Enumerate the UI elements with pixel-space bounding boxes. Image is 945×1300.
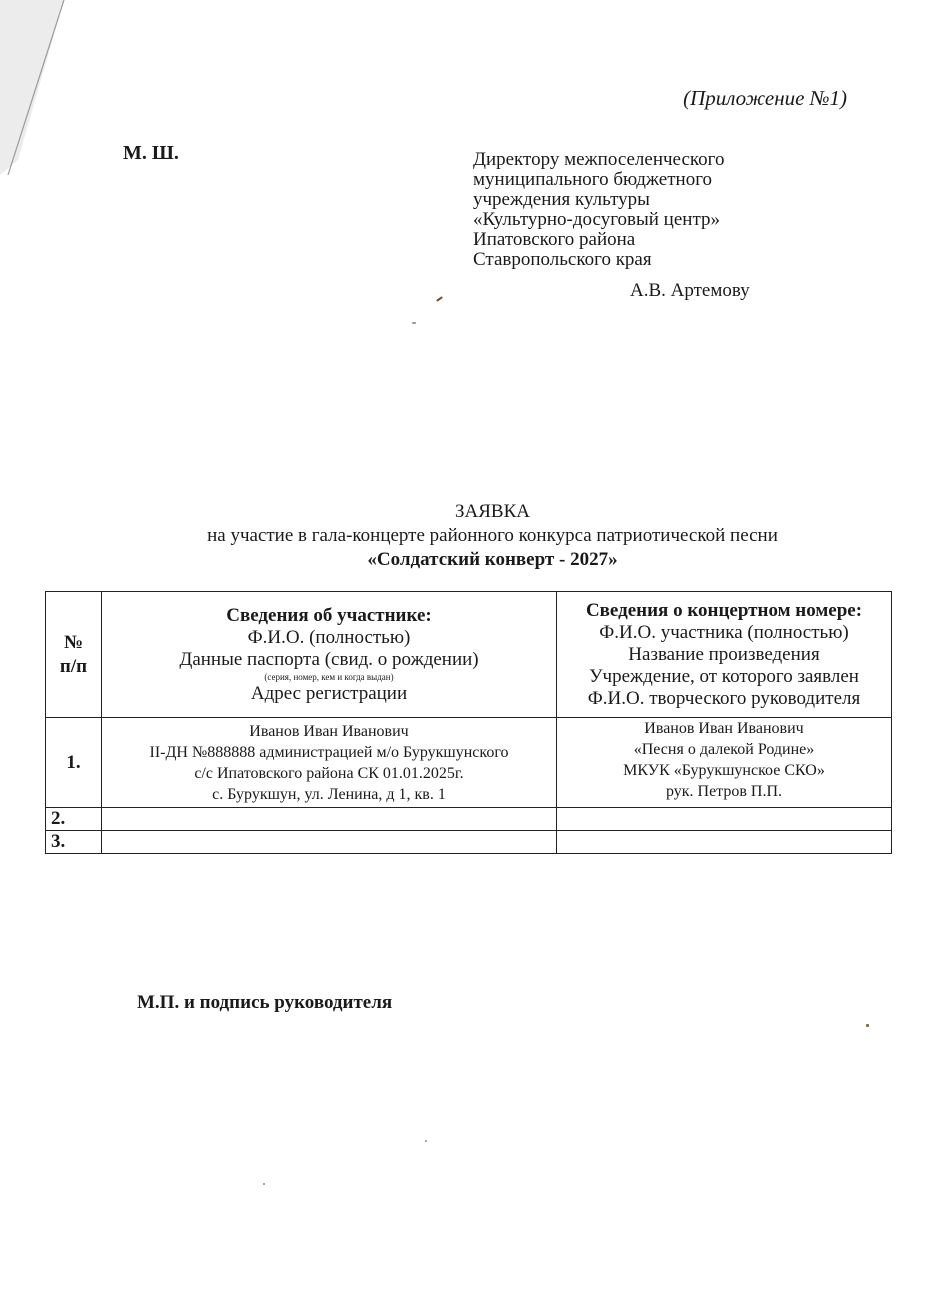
addressee-line: муниципального бюджетного: [473, 169, 713, 190]
number-symbol: №: [63, 631, 84, 653]
addressee-line: Директору межпоселенческого: [473, 149, 725, 170]
participant-line: с. Бурукшун, ул. Ленина, д 1, кв. 1: [212, 786, 446, 803]
application-table: [45, 591, 892, 854]
table-row: [46, 718, 892, 808]
row-number: 1.: [46, 718, 102, 808]
scan-speck: [866, 1024, 869, 1027]
scan-speck: [436, 296, 443, 302]
performance-cell: [557, 718, 892, 808]
performance-header-line: Учреждение, от которого заявлен: [589, 665, 859, 687]
scan-edge-shadow: [0, 0, 80, 220]
participant-header-line: Адрес регистрации: [250, 682, 408, 704]
participant-cell: [102, 718, 557, 808]
scan-speck: [263, 1183, 265, 1185]
performance-header-title: Сведения о концертном номере:: [585, 599, 863, 621]
number-abbrev: п/п: [59, 655, 88, 677]
table-row: [46, 831, 892, 854]
performance-header-line: Ф.И.О. участника (полностью): [599, 621, 849, 643]
event-name: «Солдатский конверт - 2027»: [367, 549, 618, 570]
performance-line: МКУК «Бурукшунское СКО»: [623, 762, 825, 779]
performance-header-line: Название произведения: [628, 643, 820, 665]
document-subtitle: на участие в гала-концерте районного конкурса патриотической песни: [207, 525, 778, 546]
document-heading: ЗАЯВКА: [455, 501, 530, 522]
performance-header: [557, 592, 892, 718]
addressee-line: Ставропольского края: [473, 249, 652, 270]
scan-speck: [425, 1140, 427, 1142]
participant-line: с/с Ипатовского района СК 01.01.2025г.: [194, 765, 464, 782]
participant-cell: [102, 808, 557, 831]
row-number: 2.: [46, 808, 102, 831]
table-header-row: [46, 592, 892, 718]
performance-line: рук. Петров П.П.: [665, 783, 783, 800]
participant-line: II-ДН №888888 администрацией м/о Бурукшунского: [149, 744, 509, 761]
addressee-name: А.В. Артемову: [630, 280, 750, 301]
participant-header-line: Ф.И.О. (полностью): [247, 626, 411, 648]
signature-label: М.П. и подпись руководителя: [137, 992, 393, 1013]
performance-header-line: Ф.И.О. творческого руководителя: [587, 687, 861, 709]
performance-cell: [557, 831, 892, 854]
row-number: 3.: [46, 831, 102, 854]
stamp-place-label: М. Ш.: [123, 142, 179, 164]
participant-cell: [102, 831, 557, 854]
number-header: [46, 592, 102, 718]
performance-cell: [557, 808, 892, 831]
scan-speck: [412, 322, 416, 324]
addressee-line: Ипатовского района: [473, 229, 636, 250]
performance-line: Иванов Иван Иванович: [644, 720, 804, 737]
participant-header: [102, 592, 557, 718]
participant-header-title: Сведения об участнике:: [226, 604, 432, 626]
performance-line: «Песня о далекой Родине»: [633, 741, 815, 758]
table-row: [46, 808, 892, 831]
participant-header-note: (серия, номер, кем и когда выдан): [264, 671, 394, 682]
addressee-line: «Культурно-досуговый центр»: [473, 209, 720, 230]
addressee-block: [473, 150, 803, 270]
participant-header-line: Данные паспорта (свид. о рождении): [179, 648, 479, 670]
participant-line: Иванов Иван Иванович: [249, 723, 409, 740]
title-block: [0, 500, 945, 572]
addressee-line: учреждения культуры: [473, 189, 650, 210]
appendix-label: (Приложение №1): [683, 86, 847, 110]
